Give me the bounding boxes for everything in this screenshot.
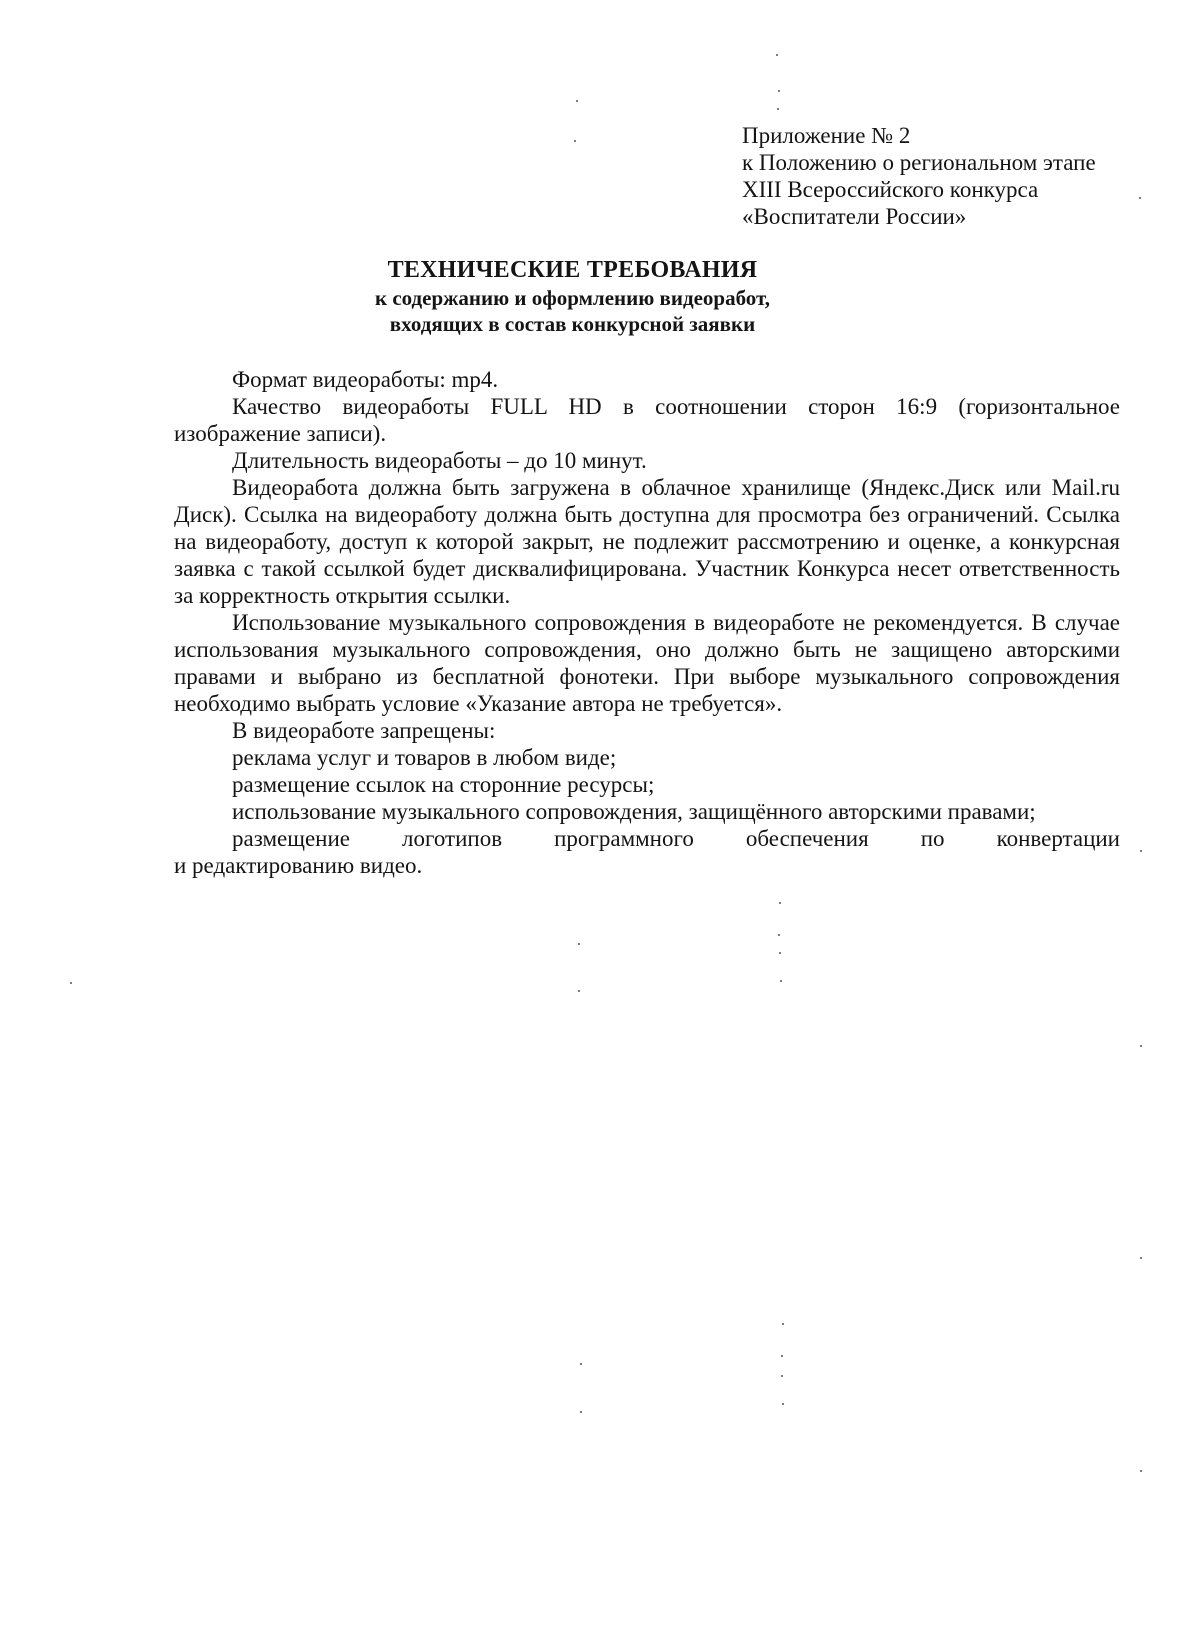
prohibited-item-4 <box>174 825 1120 852</box>
paragraph-format: Формат видеоработы: mp4. <box>232 367 499 392</box>
scan-speck <box>780 980 782 982</box>
document-body <box>174 366 1120 879</box>
prohibited-item-4-word: размещение <box>232 826 350 851</box>
scan-speck <box>777 108 779 110</box>
scan-speck <box>580 1363 582 1365</box>
prohibited-item-1: реклама услуг и товаров в любом виде; <box>232 745 617 770</box>
scan-speck <box>781 1375 783 1377</box>
scan-speck <box>779 902 781 904</box>
scan-speck <box>1139 197 1141 199</box>
prohibited-item-3: использование музыкального сопровождения, защищённого авторскими правами; <box>232 799 1036 824</box>
scan-speck <box>782 1323 784 1325</box>
scan-speck <box>781 1355 783 1357</box>
document-heading <box>150 256 995 337</box>
appendix-note <box>742 122 1162 230</box>
prohibited-item-4-word: обеспечения <box>745 826 869 851</box>
paragraph-music: Использование музыкального сопровождения в видеоработе не рекомендуется. В случае использования музыкального сопровождения, оно должно быть не защищено авторскими правами и выбрано из бесплатной фонотеки. При выборе музыкального сопровождения необходимо выбрать условие «Указание автора не требуется». <box>174 610 1120 716</box>
document-subtitle-1: к содержанию и оформлению видеоработ, <box>374 286 771 310</box>
scan-speck <box>778 934 780 936</box>
appendix-line-4: «Воспитатели России» <box>742 204 967 229</box>
scan-speck <box>578 943 580 945</box>
scan-speck <box>574 140 576 142</box>
scan-speck <box>779 952 781 954</box>
scan-speck <box>782 1403 784 1405</box>
prohibited-item-2: размещение ссылок на сторонние ресурсы; <box>232 772 655 797</box>
prohibited-item-4-word: конвертации <box>996 826 1120 851</box>
paragraph-upload: Видеоработа должна быть загружена в облачное хранилище (Яндекс.Диск или Mail.ru Диск). Ссылка на видеоработу должна быть доступна для просмотра без ограничений. Ссылка на видеоработу, доступ к которой закрыт, не подлежит рассмотрению и оценке, а конкурсная заявка с такой ссылкой будет дисквалифицирована. Участник Конкурса несет ответственность за корректность открытия ссылки. <box>174 475 1120 608</box>
prohibited-item-4-word: по <box>920 826 945 851</box>
prohibited-intro: В видеоработе запрещены: <box>232 718 496 743</box>
document-title: ТЕХНИЧЕСКИЕ ТРЕБОВАНИЯ <box>387 257 758 283</box>
scan-speck <box>778 90 780 92</box>
prohibited-item-4-word: программного <box>554 826 694 851</box>
scan-speck <box>578 990 580 992</box>
paragraph-quality: Качество видеоработы FULL HD в соотношении сторон 16:9 (горизонтальное изображение записи). <box>174 394 1120 446</box>
scan-speck <box>70 982 72 984</box>
scan-speck <box>1140 1045 1142 1047</box>
appendix-line-1: Приложение № 2 <box>742 123 911 148</box>
document-subtitle-2: входящих в состав конкурсной заявки <box>389 312 756 336</box>
scan-speck <box>1140 1470 1142 1472</box>
scan-speck <box>1140 850 1142 852</box>
scan-speck <box>776 54 778 56</box>
scan-speck <box>576 100 578 102</box>
prohibited-item-4-continuation: и редактированию видео. <box>174 853 423 878</box>
appendix-line-2: к Положению о региональном этапе <box>742 150 1096 175</box>
scan-speck <box>1140 1257 1142 1259</box>
appendix-line-3: XIII Всероссийского конкурса <box>742 177 1039 202</box>
scan-speck <box>580 1411 582 1413</box>
paragraph-duration: Длительность видеоработы – до 10 минут. <box>232 448 647 473</box>
prohibited-item-4-word: логотипов <box>402 826 503 851</box>
